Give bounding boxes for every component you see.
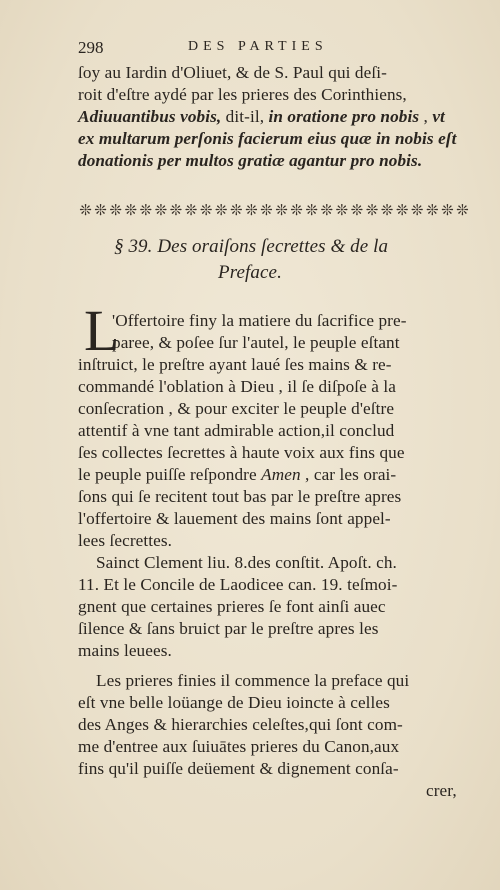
text-span: ,: [419, 107, 433, 126]
ornament-glyph: ❊: [426, 202, 439, 218]
amen-word: Amen: [261, 465, 301, 484]
text-line: conſecration , & pour exciter le peuple d'eſtre: [78, 399, 395, 418]
text-line: fins qu'il puiſſe deüement & dignement conſa-: [78, 759, 399, 778]
ornament-glyph: ❊: [169, 202, 183, 218]
ornament-glyph: ❊: [199, 202, 213, 218]
text-line: [78, 106, 445, 128]
section-title: § 39. Des oraiſons ſecrettes & de la: [114, 236, 389, 257]
ornament-glyph: ❊: [365, 202, 379, 218]
ornament-glyph: ❊: [184, 202, 198, 218]
ornament-glyph: ❊: [154, 202, 168, 218]
text-line: lees ſecrettes.: [78, 531, 173, 550]
text-line: ſoy au Iardin d'Oliuet, & de S. Paul qui deſi-: [78, 63, 387, 82]
ornament-glyph: ❊: [380, 202, 394, 218]
ornament-glyph: ❊: [456, 202, 469, 218]
ornament-glyph: ❊: [109, 202, 122, 218]
section-title-cont: Preface.: [218, 262, 282, 283]
text-span: dit-il,: [221, 107, 269, 126]
drop-cap: L: [84, 298, 120, 363]
text-line: roit d'eſtre aydé par les prieres des Corinthiens,: [78, 85, 407, 104]
text-span: le peuple puiſſe reſpondre: [78, 465, 262, 484]
latin-quote: vt: [432, 107, 445, 126]
running-title: DES PARTIES: [188, 39, 328, 54]
text-line: l'offertoire & lauement des mains ſont appel-: [78, 509, 391, 528]
text-line: 'Offertoire finy la matiere du ſacrifice pre-: [112, 311, 407, 330]
ornament-glyph: ❊: [139, 202, 153, 218]
ornament-band: [78, 202, 470, 218]
ornament-glyph: ❊: [214, 202, 228, 218]
page-number: 298: [78, 38, 104, 57]
text-line: Les prieres finies il commence la preface qui: [96, 671, 410, 690]
text-line: inſtruict, le preſtre ayant laué ſes mains & re-: [78, 355, 392, 374]
text-line: mains leuees.: [78, 641, 172, 660]
catchword: crer,: [426, 781, 457, 800]
text-line: paree, & poſee ſur l'autel, le peuple eſtant: [112, 333, 400, 352]
ornament-glyph: ❊: [395, 202, 409, 218]
ornament-glyph: ❊: [94, 202, 107, 218]
ornament-glyph: ❊: [260, 202, 273, 218]
ornament-glyph: ❊: [229, 202, 243, 218]
ornament-glyph: ❊: [410, 202, 424, 218]
latin-quote: in oratione pro nobis: [268, 107, 420, 126]
text-line: ſilence & ſans bruict par le preſtre apres les: [78, 619, 379, 638]
ornament-glyph: ❊: [350, 202, 364, 218]
ornament-glyph: ❊: [245, 202, 258, 218]
ornament-glyph: ❊: [124, 202, 138, 218]
latin-quote-line: donationis per multos gratiæ agantur pro nobis.: [78, 151, 423, 170]
text-line: eſt vne belle loüange de Dieu ioincte à celles: [78, 693, 390, 712]
ornament-glyph: ❊: [275, 202, 288, 218]
text-line: ſes collectes ſecrettes à haute voix aux fins que: [78, 443, 405, 462]
text-line: commandé l'oblation à Dieu , il ſe diſpoſe à la: [78, 377, 397, 396]
text-line: gnent que certaines prieres ſe font ainſi auec: [78, 597, 386, 616]
text-line: 11. Et le Concile de Laodicee can. 19. teſmoi-: [78, 575, 398, 594]
ornament-glyph: ❊: [320, 202, 334, 218]
ornament-glyph: ❊: [290, 202, 303, 218]
text-line: ſons qui ſe recitent tout bas par le preſtre apres: [78, 487, 402, 506]
ornament-glyph: ❊: [441, 202, 454, 218]
ornament-glyph: ❊: [79, 202, 92, 218]
text-span: , car les orai-: [300, 465, 397, 484]
text-line: des Anges & hierarchies celeſtes,qui ſont com-: [78, 715, 403, 734]
latin-quote-line: ex multarum perſonis facierum eius quæ in nobis eſt: [78, 129, 457, 148]
text-line: me d'entree aux ſuiuātes prieres du Canon,aux: [78, 737, 400, 756]
ornament-glyph: ❊: [335, 202, 349, 218]
running-head: [78, 38, 470, 60]
ornament-glyph: ❊: [305, 202, 318, 218]
latin-quote: Adiuuantibus vobis,: [78, 107, 222, 126]
text-line: attentif à vne tant admirable action,il conclud: [78, 421, 395, 440]
text-line: [78, 464, 396, 486]
text-line: Sainct Clement liu. 8.des conſtit. Apoſt. ch.: [96, 553, 397, 572]
